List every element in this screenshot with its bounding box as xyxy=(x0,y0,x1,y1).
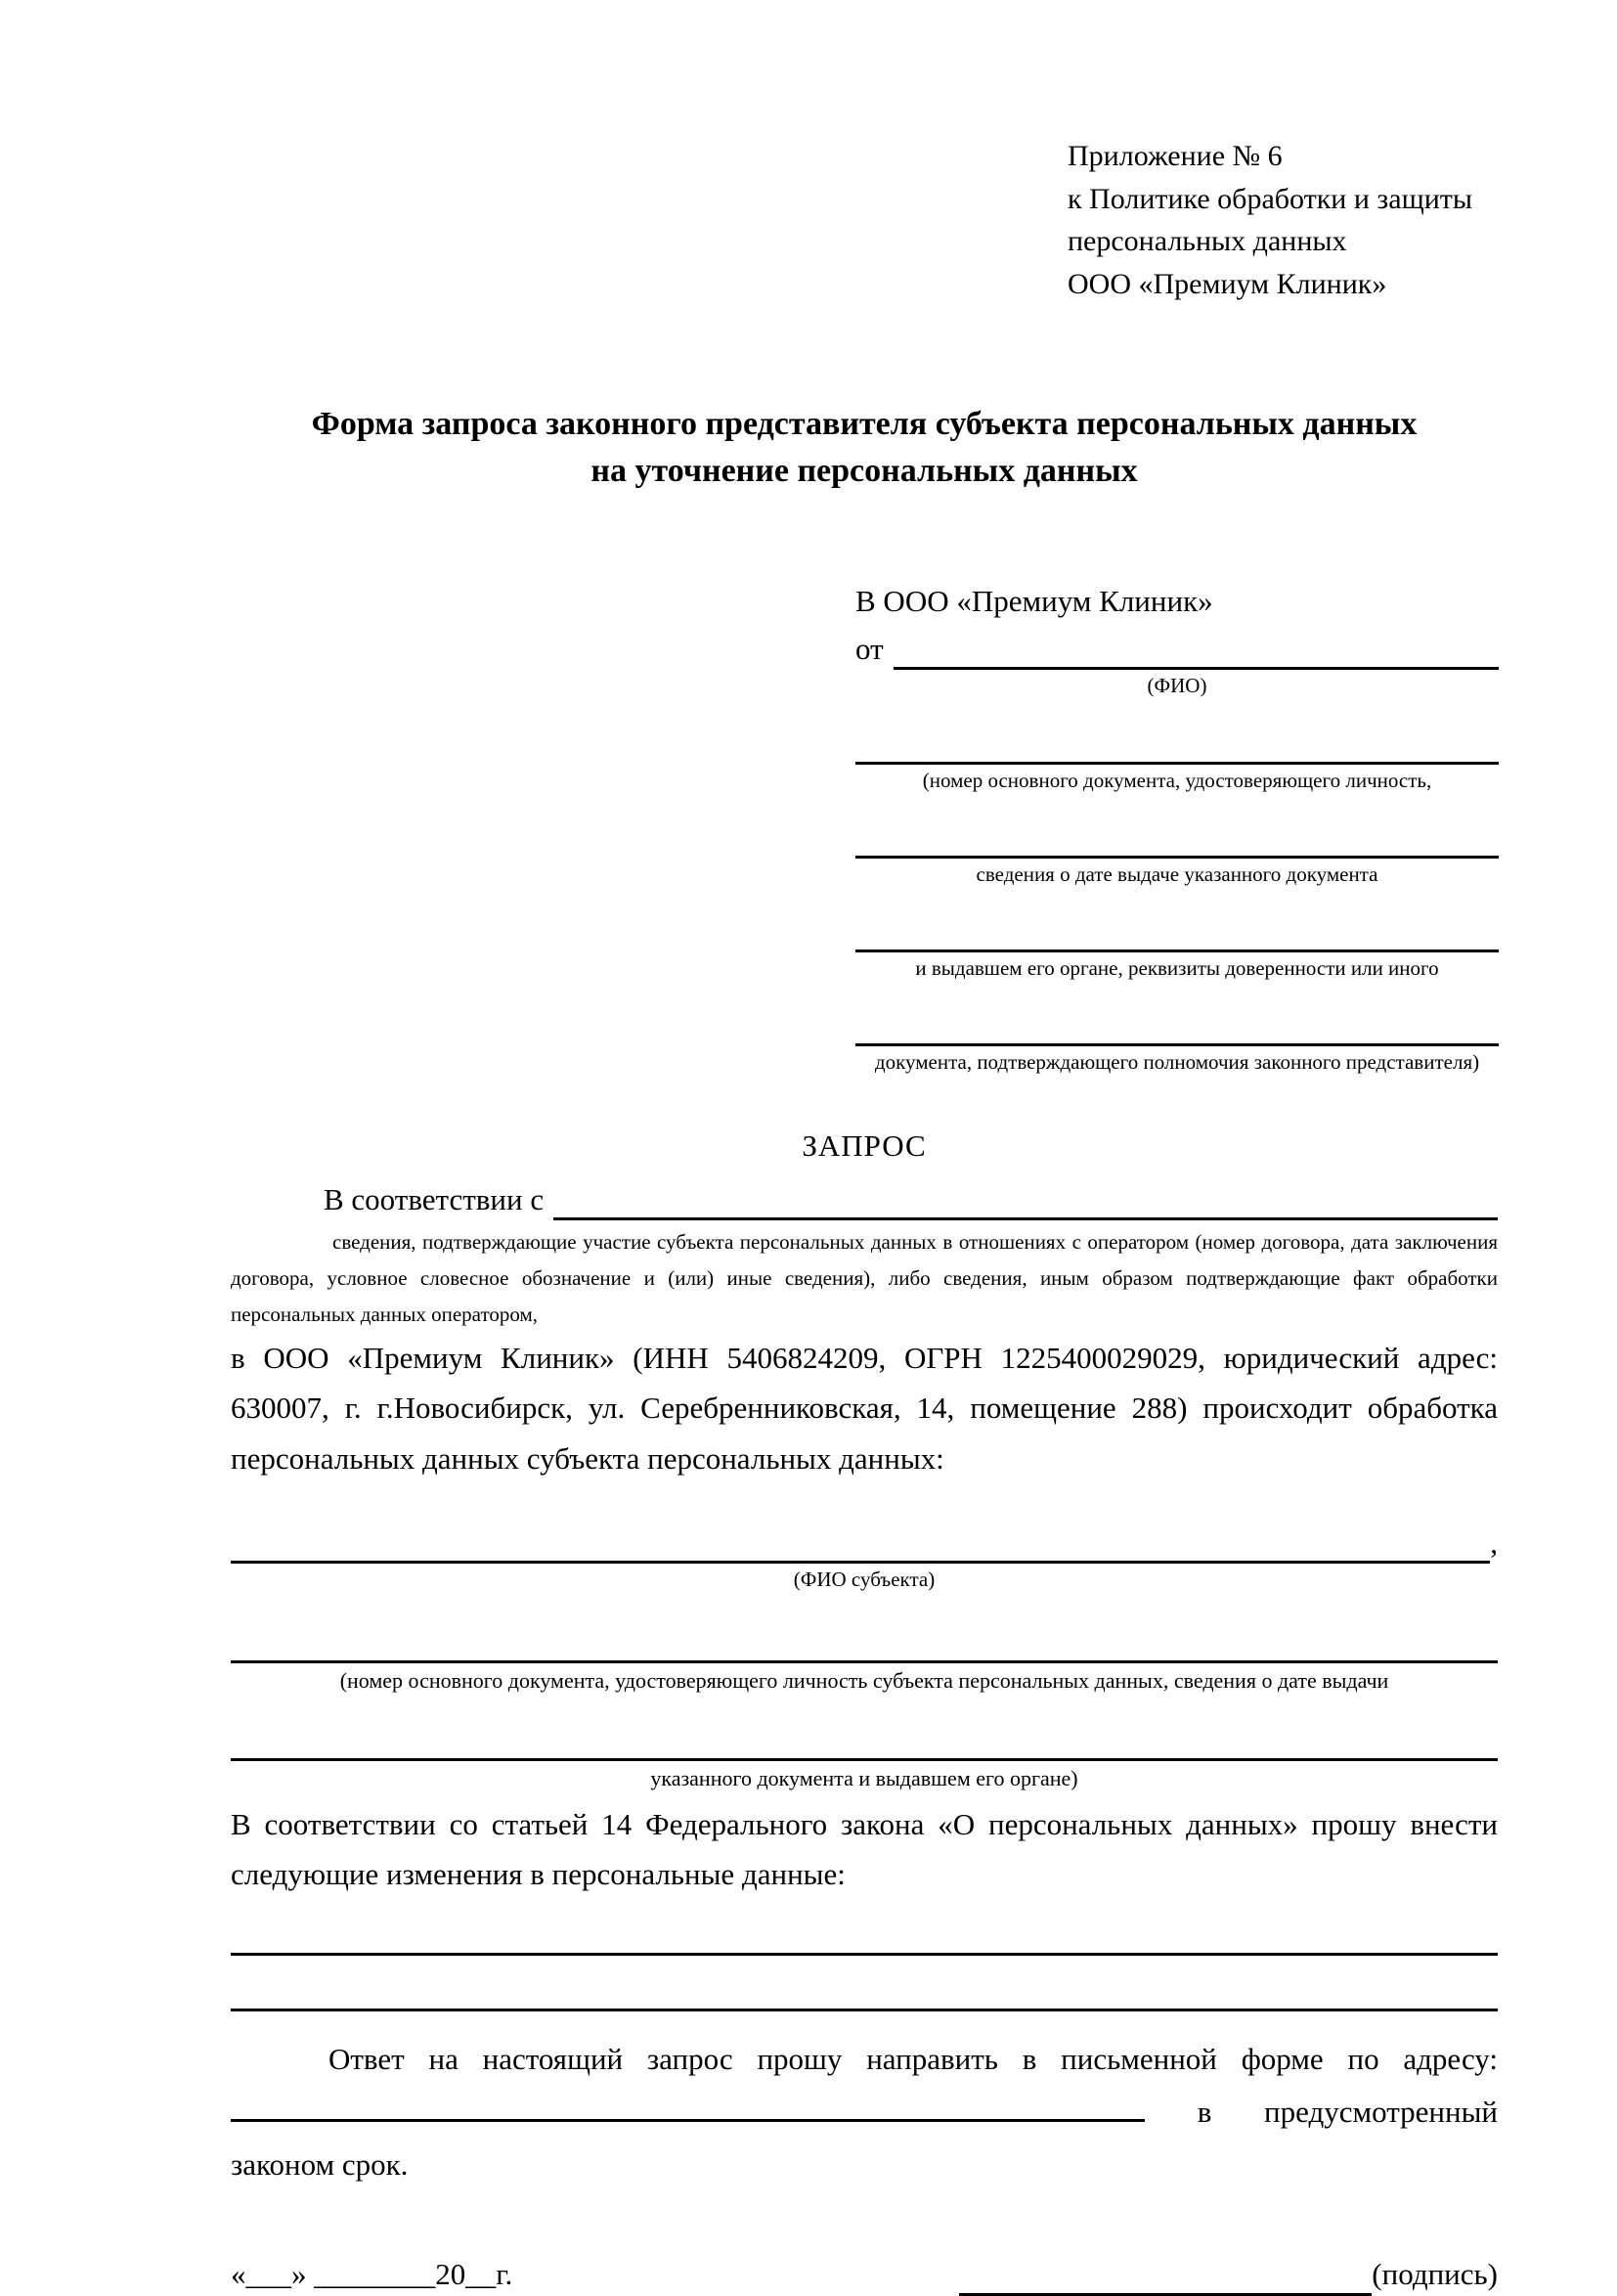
appendix-header-line: Приложение № 6 xyxy=(1068,140,1283,172)
from-label: от xyxy=(855,631,884,666)
representative-doc-line xyxy=(855,729,1499,765)
form-title-line2: на уточнение персональных данных xyxy=(590,453,1138,490)
signature-caption: (подпись) xyxy=(1372,2257,1498,2292)
signature-group xyxy=(959,2253,1498,2295)
answer-text-pre: Ответ на настоящий запрос прошу направить в письменной форме по адресу: xyxy=(328,2042,1498,2077)
answer-text-post: предусмотренный законом срок. xyxy=(231,2094,1499,2182)
signature-line xyxy=(959,2263,1372,2296)
subject-doc-line2 xyxy=(231,1728,1498,1761)
subject-doc-row xyxy=(231,1728,1498,1761)
from-fill-line xyxy=(894,636,1499,671)
operator-paragraph: в ООО «Премиум Клиник» (ИНН 5406824209, ОГРН 1225400029029, юридический адрес: 630007, г. г.Новосибирск, ул. Серебренниковская, 14, помещение 288) происходит обработка персональных данных субъекта персональных данных: xyxy=(231,1340,1498,1477)
changes-blank-line xyxy=(231,2009,1498,2011)
subject-doc-line xyxy=(231,1630,1498,1663)
subject-doc-caption1: (номер основного документа, удостоверяющего личность субъекта персональных данных, сведения о дате выдачи xyxy=(339,1667,1389,1693)
form-title xyxy=(231,401,1498,496)
addressee-to: В ООО «Премиум Клиник» xyxy=(855,583,1213,618)
changes-blank-line xyxy=(231,1953,1498,1956)
subject-doc-caption2: указанного документа и выдавшем его органе) xyxy=(650,1766,1078,1791)
representative-doc-caption: документа, подтверждающего полномочия законного представителя) xyxy=(874,1050,1480,1075)
request-heading: ЗАПРОС xyxy=(802,1127,927,1163)
fio-caption: (ФИО) xyxy=(1147,674,1207,698)
addressee-block xyxy=(855,580,1499,1076)
from-row xyxy=(855,628,1499,670)
appendix-header-line: персональных данных xyxy=(1068,225,1347,257)
answer-text-mid: в xyxy=(1197,2094,1212,2129)
answer-paragraph xyxy=(231,2033,1498,2190)
representative-doc-line xyxy=(855,822,1499,859)
subject-doc-row xyxy=(231,1630,1498,1663)
law-paragraph: В соответствии со статьей 14 Федерального закона «О персональных данных» прошу внести следующие изменения в персональные данные: xyxy=(231,1806,1498,1892)
subject-fio-line xyxy=(231,1530,1490,1564)
appendix-header-line: к Политике обработки и защиты xyxy=(1068,182,1473,215)
date-field: «___» ________20__г. xyxy=(231,2257,513,2292)
representative-doc-caption: сведения о дате выдаче указанного документа xyxy=(976,861,1378,886)
intro-row xyxy=(231,1178,1498,1220)
footer-row xyxy=(231,2253,1498,2295)
representative-doc-line xyxy=(855,916,1499,952)
subject-fio-row xyxy=(231,1522,1498,1564)
appendix-header-line: ООО «Премиум Клиник» xyxy=(1068,267,1387,300)
intro-label: В соответствии с xyxy=(324,1181,545,1216)
representative-doc-line xyxy=(855,1010,1499,1046)
representative-doc-caption: и выдавшем его органе, реквизиты доверенности или иного xyxy=(915,956,1439,981)
form-title-line1: Форма запроса законного представителя субъекта персональных данных xyxy=(311,406,1418,442)
appendix-header xyxy=(1068,135,1498,305)
intro-caption: сведения, подтверждающие участие субъекта персональных данных в отношениях с оператором (номер договора, дата заключения договора, условное словесное обозначение и (или) иные сведения), либо сведения, иным образом подтверждающие факт обработки персональных данных оператором, xyxy=(231,1230,1498,1326)
answer-address-line xyxy=(231,2094,1145,2122)
subject-fio-caption: (ФИО субъекта) xyxy=(793,1567,936,1592)
subject-fio-comma: , xyxy=(1490,1524,1498,1560)
representative-doc-caption: (номер основного документа, удостоверяющего личность, xyxy=(922,768,1432,792)
intro-fill-line xyxy=(553,1186,1498,1221)
